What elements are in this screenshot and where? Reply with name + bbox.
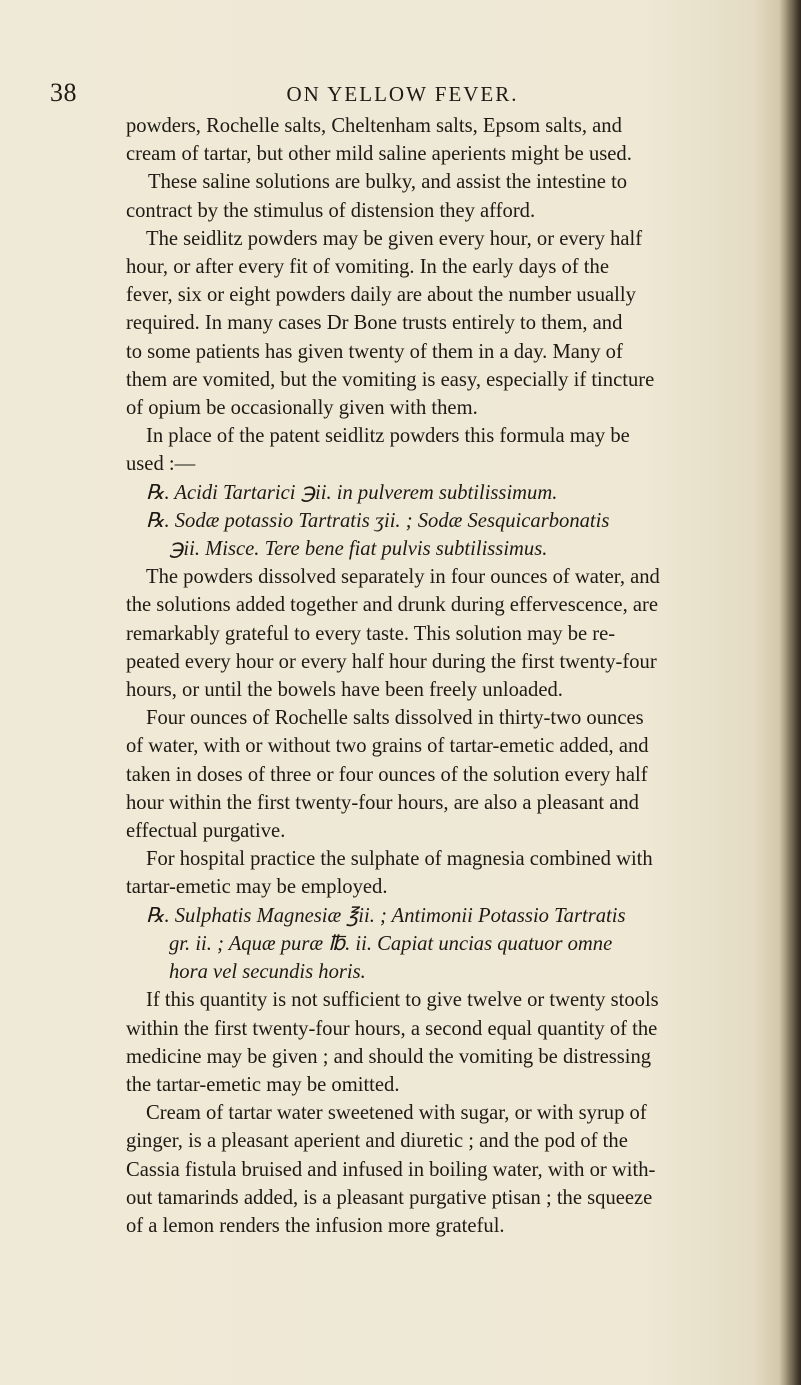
text-line: tartar-emetic may be employed.: [126, 876, 388, 899]
text-line: cream of tartar, but other mild saline aperients might be used.: [126, 143, 632, 166]
text-line: used :—: [126, 453, 196, 476]
prescription-line: gr. ii. ; Aquæ puræ ℔. ii. Capiat uncias quatuor omne: [169, 932, 613, 955]
text-line: These saline solutions are bulky, and assist the intestine to: [148, 171, 628, 194]
text-line: hours, or until the bowels have been freely unloaded.: [126, 679, 563, 702]
text-line: the solutions added together and drunk during effervescence, are: [126, 594, 658, 617]
text-line: remarkably grateful to every taste. This solution may be re-: [126, 622, 616, 645]
text-line: the tartar-emetic may be omitted.: [126, 1073, 400, 1096]
text-line: In place of the patent seidlitz powders this formula may be: [146, 425, 630, 448]
text-line: out tamarinds added, is a pleasant purgative ptisan ; the squeeze: [126, 1186, 653, 1209]
running-title: ON YELLOW FEVER.: [286, 82, 519, 106]
text-line: hour, or after every fit of vomiting. In the early days of the: [126, 256, 609, 279]
text-line: Four ounces of Rochelle salts dissolved in thirty-two ounces: [146, 707, 644, 730]
text-line: of a lemon renders the infusion more grateful.: [126, 1214, 505, 1237]
text-line: fever, six or eight powders daily are about the number usually: [126, 284, 636, 307]
text-line: hour within the first twenty-four hours, are also a pleasant and: [126, 791, 639, 814]
text-line: of opium be occasionally given with them.: [126, 397, 478, 420]
text-line: The seidlitz powders may be given every hour, or every half: [146, 227, 643, 250]
text-line: ginger, is a pleasant aperient and diuretic ; and the pod of the: [126, 1130, 628, 1153]
text-line: Cassia fistula bruised and infused in boiling water, with or with-: [126, 1158, 656, 1181]
text-line: medicine may be given ; and should the vomiting be distressing: [126, 1045, 652, 1068]
page-edge-shadow: [779, 0, 801, 1385]
prescription-line: ℞. Acidi Tartarici ℈ii. in pulverem subtilissimum.: [146, 481, 558, 504]
text-line: Cream of tartar water sweetened with sugar, or with syrup of: [146, 1102, 647, 1125]
prescription-line: ℞. Sodæ potassio Tartratis ʒii. ; Sodæ Sesquicarbonatis: [146, 509, 610, 532]
text-line: to some patients has given twenty of them in a day. Many of: [126, 340, 623, 363]
text-line: The powders dissolved separately in four ounces of water, and: [146, 566, 660, 589]
prescription-line: ℈ii. Misce. Tere bene fiat pulvis subtilissimus.: [169, 538, 548, 561]
text-line: them are vomited, but the vomiting is easy, especially if tincture: [126, 368, 655, 391]
text-line: For hospital practice the sulphate of magnesia combined with: [146, 848, 653, 871]
text-line: of water, with or without two grains of tartar-emetic added, and: [126, 735, 649, 758]
text-line: peated every hour or every half hour during the first twenty-four: [126, 650, 657, 673]
text-line: effectual purgative.: [126, 820, 286, 843]
text-line: within the first twenty-four hours, a second equal quantity of the: [126, 1017, 658, 1040]
page-body-text: [126, 112, 758, 1240]
text-line: If this quantity is not sufficient to give twelve or twenty stools: [146, 989, 659, 1012]
text-line: required. In many cases Dr Bone trusts entirely to them, and: [126, 312, 623, 335]
prescription-line: hora vel secundis horis.: [169, 961, 366, 984]
text-line: powders, Rochelle salts, Cheltenham salts, Epsom salts, and: [126, 115, 622, 137]
prescription-line: ℞. Sulphatis Magnesiæ ℥ii. ; Antimonii Potassio Tartratis: [146, 904, 626, 927]
text-line: taken in doses of three or four ounces of the solution every half: [126, 763, 648, 786]
page-number: 38: [50, 78, 77, 107]
text-line: contract by the stimulus of distension they afford.: [126, 199, 536, 222]
